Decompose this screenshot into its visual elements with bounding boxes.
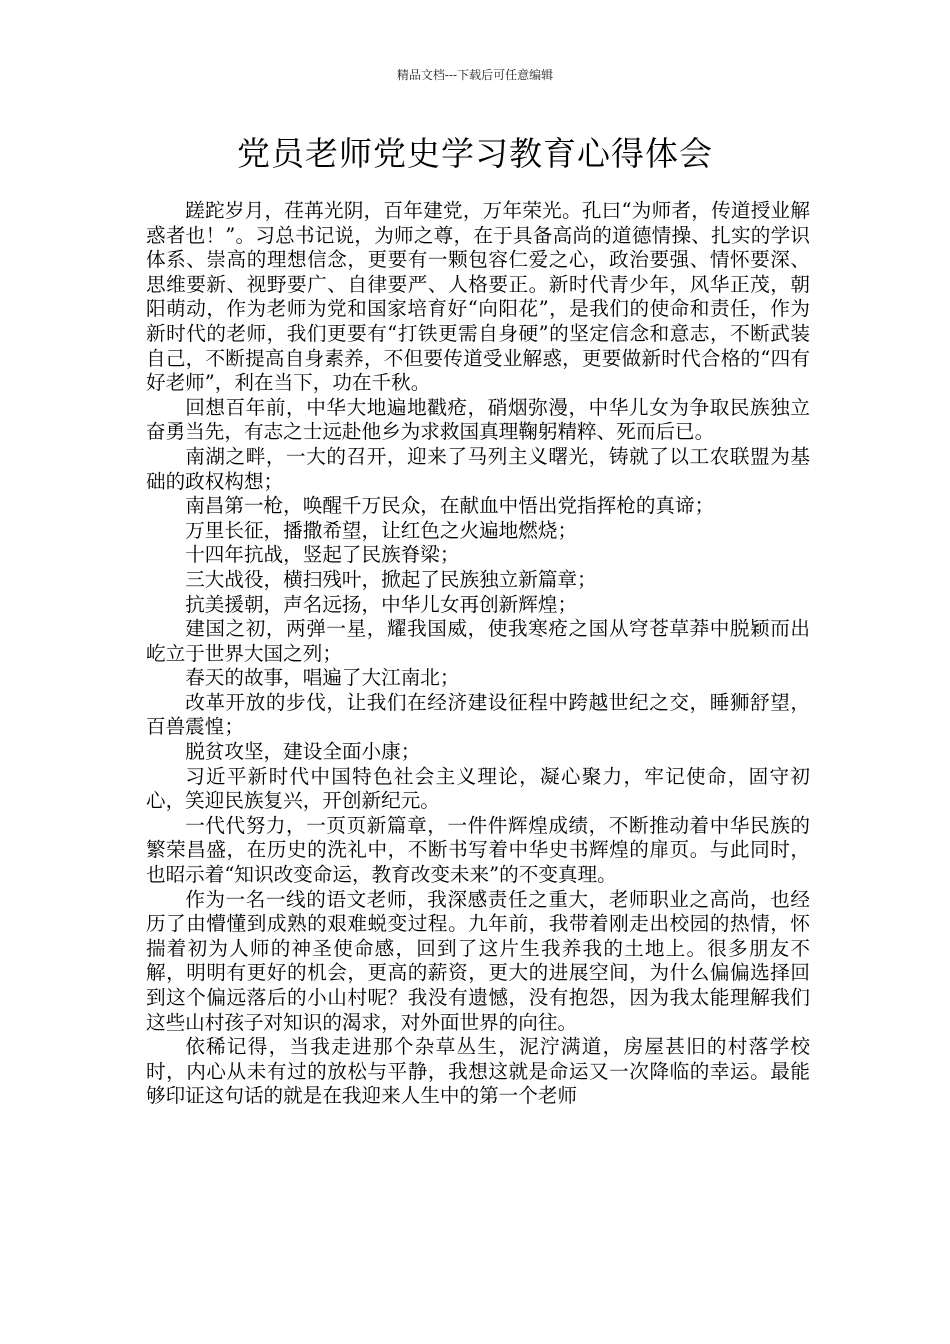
paragraph: 依稀记得，当我走进那个杂草丛生，泥泞满道，房屋甚旧的村落学校时，内心从未有过的放松与平静，我想这就是命运又一次降临的幸运。最能够印证这句话的就是在我迎来人生中的第一个老师 bbox=[146, 1035, 810, 1108]
paragraph: 改革开放的步伐，让我们在经济建设征程中跨越世纪之交，睡狮舒望，百兽震惶； bbox=[146, 690, 810, 739]
paragraph: 春天的故事，唱遍了大江南北； bbox=[185, 666, 460, 690]
paragraph: 抗美援朝，声名远扬，中华儿女再创新辉煌； bbox=[185, 592, 578, 616]
paragraph: 脱贫攻坚，建设全面小康； bbox=[185, 740, 421, 764]
paragraph: 建国之初，两弹一星，耀我国威，使我寒疮之国从穹苍草莽中脱颖而出屹立于世界大国之列； bbox=[146, 617, 810, 665]
paragraph: 习近平新时代中国特色社会主义理论，凝心聚力，牢记使命，固守初心，笑迎民族复兴，开创新纪元。 bbox=[146, 764, 810, 813]
document-title: 党员老师党史学习教育心得体会 bbox=[237, 134, 713, 173]
paragraph: 万里长征，播撒希望，让红色之火遍地燃烧； bbox=[185, 518, 578, 542]
paragraph: 十四年抗战，竖起了民族脊梁； bbox=[185, 543, 460, 567]
paragraph: 回想百年前，中华大地遍地戳疮，硝烟弥漫，中华儿女为争取民族独立奋勇当先，有志之士远赴他乡为求救国真理鞠躬精粹、死而后已。 bbox=[146, 395, 810, 444]
document-body bbox=[146, 199, 810, 1109]
paragraph: 作为一名一线的语文老师，我深感责任之重大，老师职业之高尚，也经历了由懵懂到成熟的艰难蜕变过程。九年前，我带着刚走出校园的热情，怀揣着初为人师的神圣使命感，回到了这片生我养我的土地上。很多朋友不解，明明有更好的机会，更高的薪资，更大的进展空间，为什么偏偏选择回到这个偏远落后的小山村呢？我没有遗憾，没有抱怨，因为我太能理解我们这些山村孩子对知识的渴求，对外面世界的向往。 bbox=[146, 887, 810, 1034]
paragraph: 蹉跎岁月，荏苒光阴，百年建党，万年荣光。孔曰“为师者，传道授业解惑者也！”。习总书记说，为师之尊，在于具备高尚的道德情操、扎实的学识体系、崇高的理想信念，更要有一颗包容仁爱之心，政治要强、情怀要深、思维要新、视野要广、自律要严、人格要正。新时代青少年，风华正茂，朝阳萌动，作为老师为党和国家培育好“向阳花”，是我们的使命和责任，作为新时代的老师，我们更要有“打铁更需自身硬”的坚定信念和意志，不断武装自己，不断提高自身素养，不但要传道受业解惑，更要做新时代合格的“四有好老师”，利在当下，功在千秋。 bbox=[146, 199, 810, 395]
paragraph: 南昌第一枪，唤醒千万民众，在献血中悟出党指挥枪的真谛； bbox=[185, 494, 715, 518]
paragraph: 一代代努力，一页页新篇章，一件件辉煌成绩，不断推动着中华民族的繁荣昌盛，在历史的洗礼中，不断书写着中华史书辉煌的扉页。与此同时，也昭示着“知识改变命运，教育改变未来”的不变真理。 bbox=[146, 813, 810, 887]
paragraph: 三大战役，横扫残叶，掀起了民族独立新篇章； bbox=[185, 567, 597, 591]
paragraph: 南湖之畔，一大的召开，迎来了马列主义曙光，铸就了以工农联盟为基础的政权构想； bbox=[146, 444, 810, 493]
page-header: 精品文档---下载后可任意编辑 bbox=[396, 68, 554, 82]
